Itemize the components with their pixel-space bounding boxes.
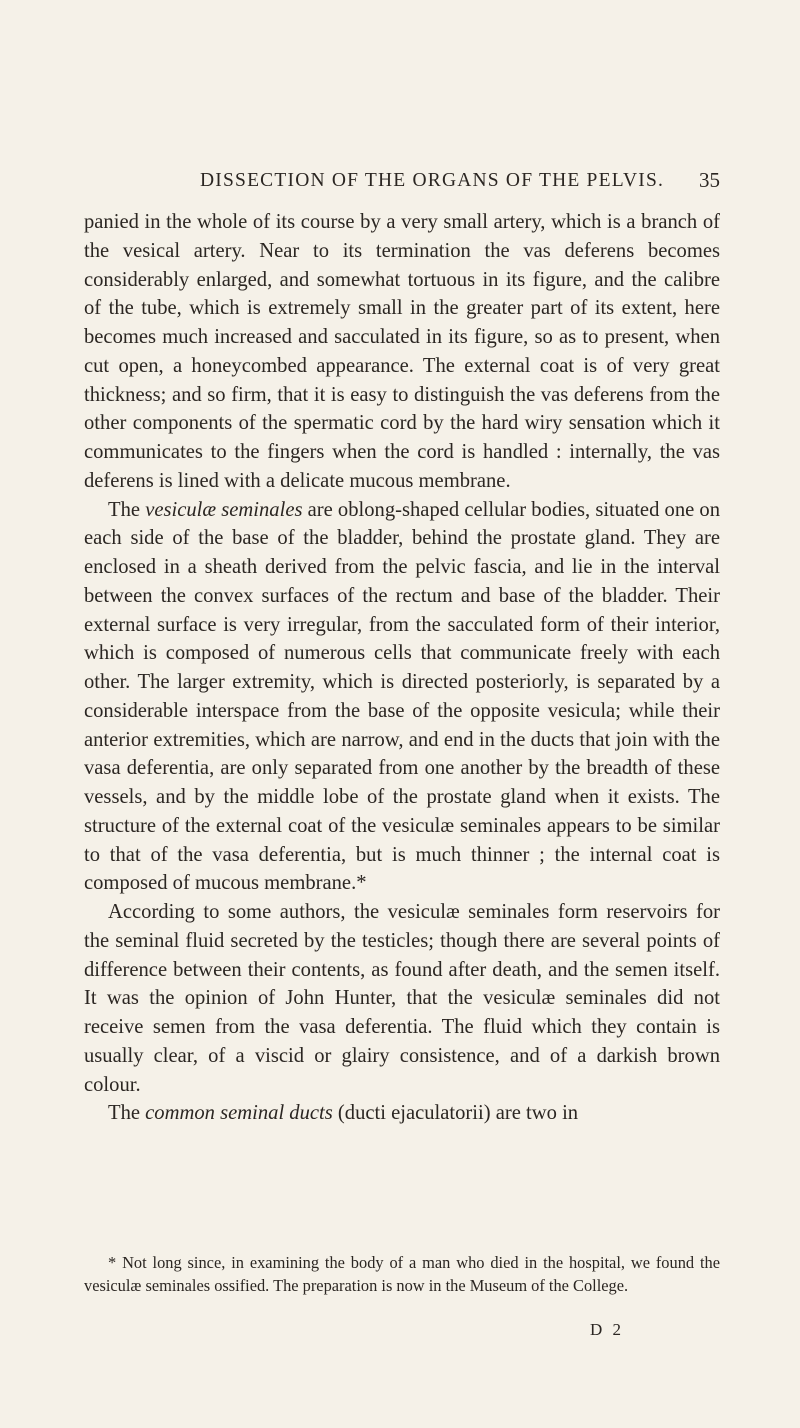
paragraph-vas-deferens: panied in the whole of its course by a very small artery, which is a branch of the vesical artery. Near to its termination the vas deferens becomes considerably enlarged, and somewhat tortuous in its figure, and the calibre of the tube, which is extremely small in the greater part of its extent, here becomes much increased and sacculated in its figure, so as to present, when cut open, a honeycombed appearance. The external coat is of very great thickness; and so firm, that it is easy to distinguish the vas deferens from the other components of the spermatic cord by the hard wiry sensation which it communicates to the fingers when the cord is handled : internally, the vas deferens is lined with a delicate mucous membrane.: [84, 211, 720, 492]
footnote: * Not long since, in examining the body of a man who died in the hospital, we found the vesiculæ seminales ossified. The preparation is now in the Museum of the College.: [84, 1253, 720, 1295]
running-head: DISSECTION OF THE ORGANS OF THE PELVIS.: [200, 170, 665, 191]
paragraph-text: (ducti ejaculatorii) are two in: [332, 1102, 579, 1125]
printer-signature: D 2: [590, 1320, 625, 1339]
page-number: 35: [699, 168, 720, 192]
paragraph-lead: The: [108, 498, 146, 521]
paragraph-seminal-fluid: According to some authors, the vesiculæ seminales form reservoirs for the seminal fluid secreted by the testicles; though there are several points of difference between their contents, as found after death, and the semen itself. It was the opinion of John Hunter, that the vesiculæ seminales did not receive semen from the vasa deferentia. The fluid which they contain is usually clear, of a viscid or glairy consistence, and of a darkish brown colour.: [84, 901, 720, 1096]
term-vesiculae-seminales: vesiculæ seminales: [145, 498, 303, 521]
body-text: [84, 208, 720, 1128]
paragraph-common-seminal-ducts: [84, 1099, 720, 1128]
paragraph-text: are oblong-shaped cellular bodies, situated one on each side of the base of the bladder, behind the prostate gland. They are enclosed in a sheath derived from the pelvic fascia, and lie in the interval between the convex surfaces of the rectum and base of the bladder. Their external surface is very irregular, from the sacculated form of their interior, which is composed of numerous cells that communicate freely with each other. The larger extremity, which is directed posteriorly, is separated by a considerable interspace from the base of the opposite vesicula; while their anterior extremities, which are narrow, and end in the ducts that join with the vasa deferentia, are only separated from one another by the breadth of these vessels, and by the middle lobe of the prostate gland when it exists. The structure of the external coat of the vesiculæ seminales appears to be similar to that of the vasa deferentia, but is much thinner ; the internal coat is composed of mucous membrane.*: [84, 498, 721, 895]
term-common-seminal-ducts: common seminal ducts: [145, 1102, 333, 1125]
paragraph-vesiculae-seminales: [84, 496, 720, 899]
paragraph-lead: The: [108, 1102, 146, 1125]
